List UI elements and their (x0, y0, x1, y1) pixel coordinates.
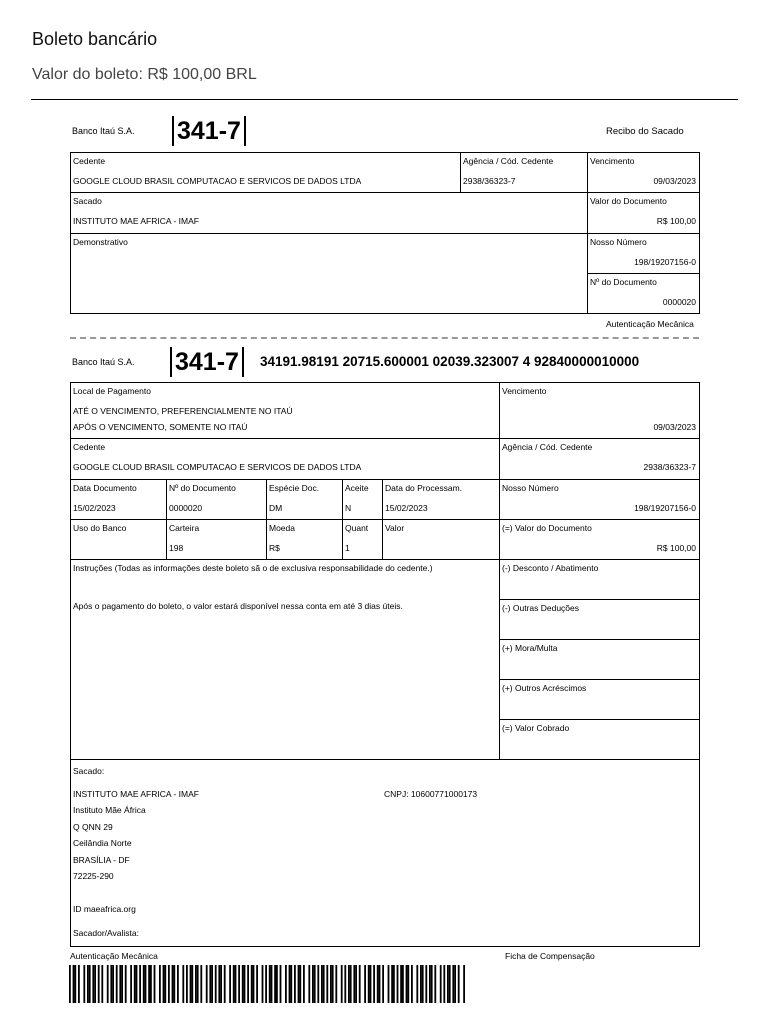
barcode-bar (458, 965, 460, 1003)
barcode-bar (130, 965, 132, 1003)
receipt-agencia-label: Agência / Cód. Cedente (463, 156, 554, 166)
barcode-bar (370, 965, 372, 1003)
receipt-num-doc-value: 0000020 (662, 297, 696, 307)
barcode-bar (393, 965, 395, 1003)
barcode-bar (87, 965, 89, 1003)
barcode-bar (355, 965, 357, 1003)
slip-cedente-value: GOOGLE CLOUD BRASIL COMPUTACAO E SERVICOS DE DADOS LTDA (73, 462, 362, 472)
barcode-bar (244, 965, 246, 1003)
barcode-bar (220, 965, 222, 1003)
slip-outros-acrescimos-label: (+) Outros Acréscimos (502, 683, 587, 693)
barcode-bar (416, 965, 418, 1003)
barcode-bar (200, 965, 202, 1003)
barcode-bar (276, 965, 278, 1003)
barcode-bar (274, 965, 276, 1003)
barcode-bar (373, 965, 375, 1003)
slip-vencimento-value: 09/03/2023 (653, 422, 696, 432)
slip-data-proc-label: Data do Processam. (385, 483, 463, 493)
barcode-bar (164, 965, 166, 1003)
barcode-bar (190, 965, 192, 1003)
slip-local-line1: ATÉ O VENCIMENTO, PREFERENCIALMENTE NO ITAÚ (73, 406, 293, 416)
receipt-autenticacao: Autenticação Mecânica (606, 319, 694, 329)
barcode-bar (191, 965, 193, 1003)
barcode-bar (172, 965, 174, 1003)
barcode-bar (308, 965, 310, 1003)
barcode-bar (233, 965, 235, 1003)
barcode-bar (116, 965, 118, 1003)
barcode-bar (364, 965, 366, 1003)
barcode-bar (195, 965, 197, 1003)
receipt-num-doc-label: Nº do Documento (590, 277, 657, 287)
barcode-bar (285, 965, 287, 1003)
slip-sacado-line: Ceilândia Norte (73, 838, 132, 848)
receipt-sacado-label: Sacado (73, 196, 102, 206)
receipt-agencia-value: 2938/36323-7 (463, 176, 516, 186)
barcode-bar (206, 965, 208, 1003)
slip-sacador-label: Sacador/Avalista: (73, 928, 139, 938)
receipt-sacado-cell (71, 193, 588, 234)
barcode-bar (449, 965, 451, 1003)
slip-ficha: Ficha de Compensação (505, 951, 595, 961)
slip-valor-cobrado-cell (500, 720, 699, 760)
slip-carteira-value: 198 (169, 543, 184, 553)
slip-sacado-name: INSTITUTO MAE AFRICA - IMAF (73, 789, 199, 799)
barcode-bar (368, 965, 370, 1003)
barcode-bar (271, 965, 273, 1003)
slip-quant-label: Quant (345, 523, 369, 533)
barcode-bar (429, 965, 431, 1003)
slip-valor-doc-label: (=) Valor do Documento (502, 523, 592, 533)
digitable-line: 34191.98191 20715.600001 02039.323007 4 92840000010000 (260, 354, 640, 369)
slip-moeda-label: Moeda (269, 523, 295, 533)
slip-autenticacao: Autenticação Mecânica (70, 951, 158, 961)
barcode-bar (98, 965, 100, 1003)
barcode-bar (382, 965, 384, 1003)
slip-outras-deducoes-label: (-) Outras Deduções (502, 603, 579, 613)
slip-moeda-value: R$ (269, 543, 280, 553)
page-title: Boleto bancário (32, 29, 158, 49)
barcode-bar (440, 965, 442, 1003)
slip-local-cell (71, 383, 500, 439)
barcode-bar (83, 965, 85, 1003)
barcode-bar (159, 965, 161, 1003)
barcode-bar (121, 965, 123, 1003)
receipt-bank-code: 341-7 (172, 116, 246, 146)
slip-nosso-numero-value: 198/19207156-0 (634, 503, 696, 513)
slip-valor-label: Valor (385, 523, 405, 533)
barcode-bar (125, 965, 127, 1003)
receipt-valor-value: R$ 100,00 (656, 216, 696, 226)
barcode-bar (139, 965, 141, 1003)
slip-outros-acrescimos-cell (500, 680, 699, 720)
barcode-bar (388, 965, 390, 1003)
slip-quant-value: 1 (345, 543, 350, 553)
barcode-bar (150, 965, 152, 1003)
barcode-bar (323, 965, 325, 1003)
barcode-bar (186, 965, 188, 1003)
barcode-bar (173, 965, 175, 1003)
slip-num-doc-cell (167, 480, 267, 520)
barcode-bar (321, 965, 323, 1003)
barcode-bar (265, 965, 267, 1003)
slip-vencimento-cell (500, 383, 699, 439)
barcode-bar (107, 965, 109, 1003)
receipt-sacado-value: INSTITUTO MAE AFRICA - IMAF (73, 216, 199, 226)
slip-agencia-label: Agência / Cód. Cedente (502, 442, 593, 452)
barcode-bar (182, 965, 184, 1003)
barcode-bar (251, 965, 253, 1003)
slip-instrucoes-cell (71, 560, 500, 760)
slip-data-doc-label: Data Documento (73, 483, 137, 493)
barcode-bar (406, 965, 408, 1003)
slip-carteira-label: Carteira (169, 523, 200, 533)
slip-sacado-line: Instituto Mãe África (73, 805, 146, 815)
barcode-bar (420, 965, 422, 1003)
barcode-bar (134, 965, 136, 1003)
slip-sacado-line: 72225-290 (73, 871, 114, 881)
barcode-bar (341, 965, 343, 1003)
slip-valor-cobrado-label: (=) Valor Cobrado (502, 723, 570, 733)
barcode-bar (294, 965, 296, 1003)
slip-valor-doc-value: R$ 100,00 (656, 543, 696, 553)
receipt-vencimento-value: 09/03/2023 (653, 176, 696, 186)
barcode-bar (163, 965, 165, 1003)
barcode-bar (110, 965, 112, 1003)
slip-desconto-label: (-) Desconto / Abatimento (502, 563, 599, 573)
barcode-bar (262, 965, 264, 1003)
barcode-bar (348, 965, 350, 1003)
barcode-bar (269, 965, 271, 1003)
barcode-bar (350, 965, 352, 1003)
receipt-table (70, 152, 700, 314)
barcode-bar (303, 965, 305, 1003)
receipt-bank-name: Banco Itaú S.A. (72, 126, 135, 136)
barcode-bar (422, 965, 424, 1003)
barcode-bar (229, 965, 231, 1003)
slip-outras-deducoes-cell (500, 600, 699, 640)
slip-data-proc-cell (383, 480, 500, 520)
barcode-bar (197, 965, 199, 1003)
barcode-bar (69, 965, 71, 1003)
barcode-bar (78, 965, 80, 1003)
barcode-bar (289, 965, 291, 1003)
slip-vencimento-label: Vencimento (502, 386, 547, 396)
slip-moeda-cell (267, 520, 343, 560)
barcode-bar (89, 965, 91, 1003)
slip-valor-cell (383, 520, 500, 560)
receipt-section-title: Recibo do Sacado (606, 126, 684, 137)
slip-mora-cell (500, 640, 699, 680)
slip-agencia-value: 2938/36323-7 (643, 462, 696, 472)
slip-cedente-label: Cedente (73, 442, 106, 452)
barcode-bar (145, 965, 147, 1003)
barcode-bar (290, 965, 292, 1003)
amount-summary: Valor do boleto: R$ 100,00 BRL (32, 66, 257, 83)
barcode-bar (209, 965, 211, 1003)
barcode-bar (143, 965, 145, 1003)
slip-especie-cell (267, 480, 343, 520)
slip-uso-banco-cell (71, 520, 167, 560)
barcode-bar (298, 965, 300, 1003)
slip-sacado-cnpj: CNPJ: 10600771000173 (384, 789, 478, 799)
barcode-bar (119, 965, 121, 1003)
slip-local-label: Local de Pagamento (73, 386, 151, 396)
receipt-num-doc-cell (588, 274, 699, 313)
barcode-bar (434, 965, 436, 1003)
barcode-bar (447, 965, 449, 1003)
receipt-demonstrativo-label: Demonstrativo (73, 237, 128, 247)
slip-sacado-line: Q QNN 29 (73, 822, 113, 832)
barcode-bar (74, 965, 76, 1003)
slip-local-line2: APÓS O VENCIMENTO, SOMENTE NO ITAÚ (73, 422, 248, 432)
slip-nosso-numero-cell (500, 480, 699, 520)
barcode-bar (177, 965, 179, 1003)
receipt-nosso-numero-cell (588, 234, 699, 274)
barcode-bar (407, 965, 409, 1003)
barcode-bar (211, 965, 213, 1003)
barcode-bar (253, 965, 255, 1003)
receipt-nosso-numero-value: 198/19207156-0 (634, 257, 696, 267)
slip-num-doc-label: Nº do Documento (169, 483, 236, 493)
barcode-bar (397, 965, 399, 1003)
receipt-cedente-label: Cedente (73, 156, 106, 166)
receipt-cedente-value: GOOGLE CLOUD BRASIL COMPUTACAO E SERVICOS DE DADOS LTDA (73, 176, 362, 186)
receipt-valor-label: Valor do Documento (590, 196, 667, 206)
barcode-bar (443, 965, 445, 1003)
barcode-bar (242, 965, 244, 1003)
slip-uso-banco-label: Uso do Banco (73, 523, 127, 533)
slip-desconto-cell (500, 560, 699, 600)
barcode-bar (101, 965, 103, 1003)
barcode-bar (463, 965, 465, 1003)
barcode-bar (344, 965, 346, 1003)
slip-bank-code: 341-7 (170, 347, 244, 377)
slip-agencia-cell (500, 439, 699, 480)
slip-aceite-cell (343, 480, 383, 520)
barcode-bar (112, 965, 114, 1003)
receipt-cedente-cell (71, 153, 461, 193)
slip-sacado-line: BRASÍLIA - DF (73, 855, 130, 865)
slip-num-doc-value: 0000020 (169, 503, 203, 513)
barcode-bar (452, 965, 454, 1003)
slip-sacado-cell (71, 760, 699, 946)
slip-table (70, 382, 700, 947)
barcode-bar (299, 965, 301, 1003)
barcode-bar (332, 965, 334, 1003)
slip-quant-cell (343, 520, 383, 560)
slip-data-doc-value: 15/02/2023 (73, 503, 116, 513)
receipt-valor-cell (588, 193, 699, 234)
slip-bank-name: Banco Itaú S.A. (72, 357, 135, 367)
barcode-bar (154, 965, 156, 1003)
barcode-bar (235, 965, 237, 1003)
barcode-bar (411, 965, 413, 1003)
barcode-bar (247, 965, 249, 1003)
barcode-bar (379, 965, 381, 1003)
receipt-vencimento-label: Vencimento (590, 156, 635, 166)
barcode-bar (391, 965, 393, 1003)
slip-especie-value: DM (269, 503, 283, 513)
slip-data-doc-cell (71, 480, 167, 520)
barcode-bar (215, 965, 217, 1003)
barcode-bar (314, 965, 316, 1003)
slip-data-proc-value: 15/02/2023 (385, 503, 428, 513)
barcode (69, 965, 465, 1003)
barcode-bar (330, 965, 332, 1003)
barcode-bar (136, 965, 138, 1003)
slip-nosso-numero-label: Nosso Número (502, 483, 559, 493)
slip-aceite-value: N (345, 503, 352, 513)
receipt-nosso-numero-label: Nosso Número (590, 237, 647, 247)
barcode-bar (94, 965, 96, 1003)
barcode-bar (454, 965, 456, 1003)
receipt-vencimento-cell (588, 153, 699, 193)
barcode-bar (148, 965, 150, 1003)
slip-cedente-cell (71, 439, 500, 480)
barcode-bar (359, 965, 361, 1003)
slip-instrucoes-label: Instruções (Todas as informações deste boleto sã o de exclusiva responsabilidade do cedente.) (73, 563, 433, 573)
barcode-bar (400, 965, 402, 1003)
barcode-bar (402, 965, 404, 1003)
barcode-bar (224, 965, 226, 1003)
barcode-bar (431, 965, 433, 1003)
cut-line (70, 337, 699, 339)
slip-sacado-id: ID maeafrica.org (73, 904, 136, 914)
slip-instrucoes-text: Após o pagamento do boleto, o valor estará disponível nessa conta em até 3 dias úteis. (73, 601, 403, 611)
slip-aceite-label: Aceite (345, 483, 369, 493)
barcode-bar (238, 965, 240, 1003)
slip-sacado-label: Sacado: (73, 766, 105, 776)
barcode-bar (317, 965, 319, 1003)
barcode-bar (256, 965, 258, 1003)
slip-carteira-cell (167, 520, 267, 560)
header-divider (31, 99, 738, 100)
receipt-demonstrativo-cell (71, 234, 588, 313)
slip-especie-label: Espécie Doc. (269, 483, 320, 493)
barcode-bar (92, 965, 94, 1003)
barcode-bar (377, 965, 379, 1003)
slip-mora-label: (+) Mora/Multa (502, 643, 558, 653)
barcode-bar (168, 965, 170, 1003)
barcode-bar (425, 965, 427, 1003)
barcode-bar (73, 965, 75, 1003)
barcode-bar (280, 965, 282, 1003)
barcode-bar (326, 965, 328, 1003)
barcode-bar (218, 965, 220, 1003)
barcode-bar (312, 965, 314, 1003)
barcode-bar (335, 965, 337, 1003)
barcode-bar (353, 965, 355, 1003)
slip-valor-doc-cell (500, 520, 699, 560)
receipt-agencia-cell (461, 153, 588, 193)
